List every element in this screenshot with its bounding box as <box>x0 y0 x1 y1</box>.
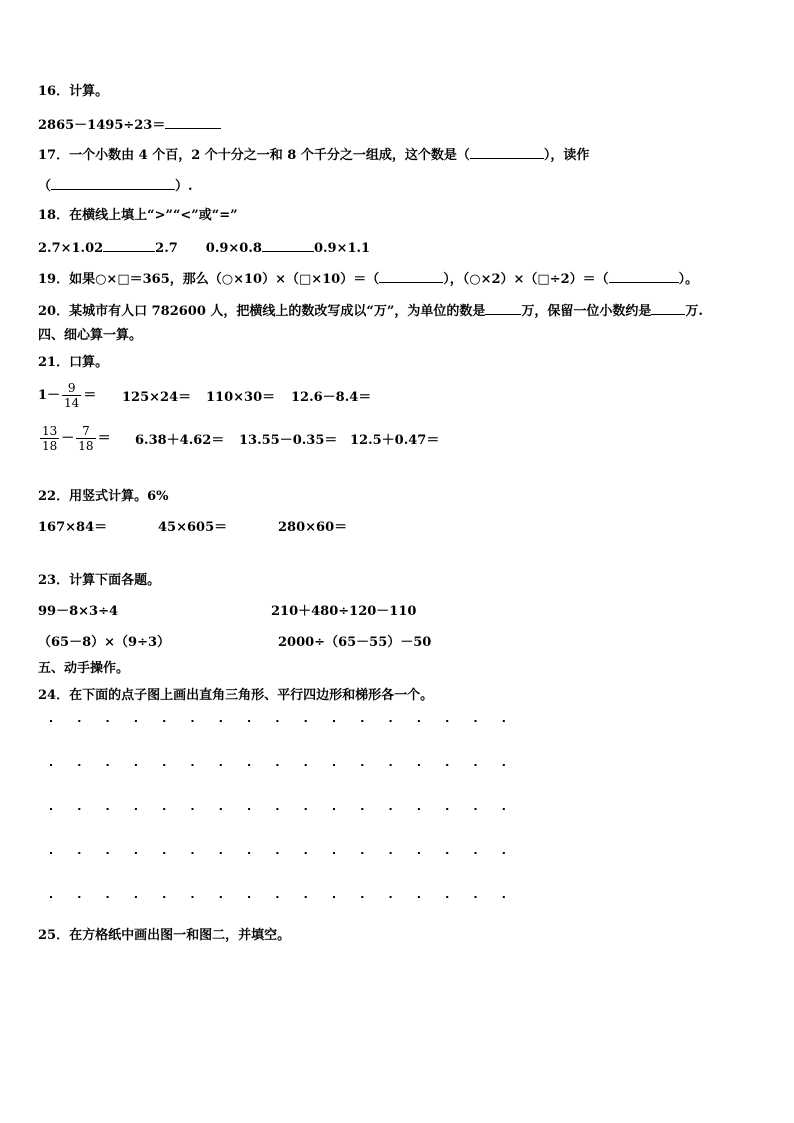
grid-dot[interactable] <box>135 896 137 898</box>
grid-dot[interactable] <box>446 764 448 766</box>
grid-dot[interactable] <box>248 720 250 722</box>
grid-dot[interactable] <box>276 720 278 722</box>
grid-dot[interactable] <box>78 896 80 898</box>
grid-dot[interactable] <box>107 764 109 766</box>
q21-r2-f1-num: 13 <box>42 424 58 438</box>
grid-dot[interactable] <box>418 852 420 854</box>
q23-title: 23．计算下面各题。 <box>38 573 161 588</box>
q23-item-4: 2000÷（65－55）－50 <box>278 635 432 650</box>
q21-r2-f2-num: 7 <box>82 424 90 438</box>
grid-dot[interactable] <box>305 896 307 898</box>
grid-dot[interactable] <box>192 808 194 810</box>
q23-item-2: 210＋480÷120－110 <box>271 604 417 619</box>
grid-dot[interactable] <box>248 852 250 854</box>
q22-item-2: 45×605＝ <box>158 520 228 535</box>
q21-r1-item-1: 125×24＝ <box>122 390 192 405</box>
grid-dot[interactable] <box>135 852 137 854</box>
grid-dot[interactable] <box>305 808 307 810</box>
grid-dot[interactable] <box>446 720 448 722</box>
section-five-heading: 五、动手操作。 <box>38 661 130 676</box>
grid-dot[interactable] <box>503 720 505 722</box>
grid-dot[interactable] <box>333 896 335 898</box>
grid-dot[interactable] <box>220 852 222 854</box>
grid-dot[interactable] <box>192 896 194 898</box>
grid-dot[interactable] <box>50 764 52 766</box>
q20-text-b: 万，保留一位小数约是 <box>521 304 652 319</box>
grid-dot[interactable] <box>418 896 420 898</box>
grid-dot[interactable] <box>305 720 307 722</box>
grid-dot[interactable] <box>475 720 477 722</box>
q20-text-c: 万. <box>685 304 703 319</box>
q21-r2-minus: － <box>61 431 75 446</box>
q23-item-3: （65－8）×（9÷3） <box>38 635 171 650</box>
grid-dot[interactable] <box>135 808 137 810</box>
grid-dot[interactable] <box>446 852 448 854</box>
q21-r1-eq: ＝ <box>83 388 97 403</box>
grid-dot[interactable] <box>78 720 80 722</box>
grid-dot[interactable] <box>50 808 52 810</box>
grid-dot[interactable] <box>475 808 477 810</box>
grid-dot[interactable] <box>475 764 477 766</box>
q20-text-a: 20．某城市有人口 782600 人，把横线上的数改写成以“万”，为单位的数是 <box>38 304 486 319</box>
grid-dot[interactable] <box>107 808 109 810</box>
grid-dot[interactable] <box>276 852 278 854</box>
grid-dot[interactable] <box>361 764 363 766</box>
q22-item-1: 167×84＝ <box>38 520 108 535</box>
grid-dot[interactable] <box>135 764 137 766</box>
grid-dot[interactable] <box>390 896 392 898</box>
q18-b-left: 0.9×0.8 <box>205 241 262 256</box>
section-four-heading: 四、细心算一算。 <box>38 328 143 343</box>
q17-text-c: （ <box>38 179 52 194</box>
grid-dot[interactable] <box>361 896 363 898</box>
grid-dot[interactable] <box>135 720 137 722</box>
q19-text-c: ）。 <box>678 272 699 287</box>
q21-r2-item-3: 12.5＋0.47＝ <box>350 433 440 448</box>
grid-dot[interactable] <box>107 896 109 898</box>
grid-dot[interactable] <box>248 896 250 898</box>
q21-r2-item-1: 6.38＋4.62＝ <box>135 433 225 448</box>
grid-dot[interactable] <box>305 764 307 766</box>
q17-text-b: ），读作 <box>543 148 590 163</box>
grid-dot[interactable] <box>305 852 307 854</box>
grid-dot[interactable] <box>107 852 109 854</box>
grid-dot[interactable] <box>361 808 363 810</box>
q22-item-3: 280×60＝ <box>278 520 348 535</box>
q24-title: 24．在下面的点子图上画出直角三角形、平行四边形和梯形各一个。 <box>38 688 434 703</box>
grid-dot[interactable] <box>503 808 505 810</box>
q21-r1-frac-num: 9 <box>67 381 76 395</box>
grid-dot[interactable] <box>276 896 278 898</box>
q18-a-left: 2.7×1.02 <box>38 241 104 256</box>
q19-text-a: 19．如果○×□＝365，那么（○×10）×（□×10）＝（ <box>38 272 380 287</box>
q18-b-right: 0.9×1.1 <box>313 241 371 256</box>
grid-dot[interactable] <box>418 808 420 810</box>
q21-r1-frac-den: 14 <box>64 396 80 410</box>
q21-r2-f2-den: 18 <box>78 439 94 453</box>
grid-dot[interactable] <box>390 852 392 854</box>
grid-dot[interactable] <box>333 808 335 810</box>
grid-dot[interactable] <box>78 808 80 810</box>
q18-a-right: 2.7 <box>155 241 178 256</box>
q22-title: 22．用竖式计算。6% <box>38 489 169 504</box>
grid-dot[interactable] <box>333 720 335 722</box>
q19-text-b: ），（○×2）×（□÷2）＝（ <box>443 272 609 287</box>
q21-r2-eq: ＝ <box>97 431 111 446</box>
grid-dot[interactable] <box>276 808 278 810</box>
grid-dot[interactable] <box>163 808 165 810</box>
q25-title: 25．在方格纸中画出图一和图二，并填空。 <box>38 928 291 943</box>
grid-dot[interactable] <box>50 720 52 722</box>
grid-dot[interactable] <box>220 808 222 810</box>
q21-r2-item-2: 13.55－0.35＝ <box>239 433 338 448</box>
grid-dot[interactable] <box>163 764 165 766</box>
grid-dot[interactable] <box>390 808 392 810</box>
grid-dot[interactable] <box>50 852 52 854</box>
q21-r1-item-2: 110×30＝ <box>206 390 276 405</box>
grid-dot[interactable] <box>446 896 448 898</box>
grid-dot[interactable] <box>107 720 109 722</box>
grid-dot[interactable] <box>192 852 194 854</box>
q21-r1-item-3: 12.6－8.4＝ <box>291 390 372 405</box>
q16-title: 16．计算。 <box>38 84 109 99</box>
q16-expr-text: 2865－1495÷23＝ <box>38 118 166 133</box>
grid-dot[interactable] <box>390 764 392 766</box>
grid-dot[interactable] <box>248 808 250 810</box>
grid-dot[interactable] <box>220 896 222 898</box>
grid-dot[interactable] <box>475 852 477 854</box>
grid-dot[interactable] <box>50 896 52 898</box>
grid-dot[interactable] <box>248 764 250 766</box>
grid-dot[interactable] <box>163 896 165 898</box>
grid-dot[interactable] <box>446 808 448 810</box>
grid-dot[interactable] <box>78 764 80 766</box>
q21-title: 21．口算。 <box>38 355 109 370</box>
grid-dot[interactable] <box>333 764 335 766</box>
grid-dot[interactable] <box>220 764 222 766</box>
q17-text-a: 17．一个小数由 4 个百，2 个十分之一和 8 个千分之一组成，这个数是（ <box>38 148 470 163</box>
grid-dot[interactable] <box>192 720 194 722</box>
grid-dot[interactable] <box>418 720 420 722</box>
q21-r2-f1-den: 18 <box>42 439 58 453</box>
grid-dot[interactable] <box>390 720 392 722</box>
grid-dot[interactable] <box>192 764 194 766</box>
grid-dot[interactable] <box>220 720 222 722</box>
grid-dot[interactable] <box>333 852 335 854</box>
grid-dot[interactable] <box>163 720 165 722</box>
grid-dot[interactable] <box>276 764 278 766</box>
q23-item-1: 99－8×3÷4 <box>38 604 119 619</box>
q17-text-d: ）. <box>175 179 193 194</box>
grid-dot[interactable] <box>361 720 363 722</box>
grid-dot[interactable] <box>503 896 505 898</box>
grid-dot[interactable] <box>418 764 420 766</box>
grid-dot[interactable] <box>78 852 80 854</box>
grid-dot[interactable] <box>503 764 505 766</box>
grid-dot[interactable] <box>503 852 505 854</box>
q18-title: 18．在横线上填上“>”“<”或“=” <box>38 208 238 223</box>
grid-dot[interactable] <box>163 852 165 854</box>
q21-r1-prefix: 1－ <box>38 388 61 403</box>
grid-dot[interactable] <box>361 852 363 854</box>
grid-dot[interactable] <box>475 896 477 898</box>
